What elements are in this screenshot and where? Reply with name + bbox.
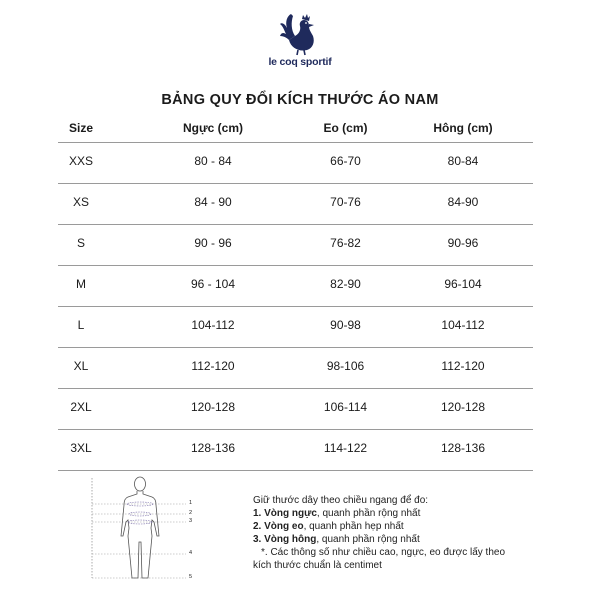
header-waist: Eo (cm): [323, 121, 368, 135]
cell-size: L: [77, 318, 85, 332]
table-row: [58, 348, 533, 389]
cell-hip: 80-84: [447, 154, 479, 168]
rooster-icon: [277, 10, 323, 56]
cell-hip: 128-136: [440, 441, 486, 455]
cell-waist: 76-82: [330, 236, 361, 250]
table-row: [58, 266, 533, 307]
cell-hip: 112-120: [441, 359, 485, 373]
note-waist-label: 2. Vòng eo: [253, 521, 304, 532]
header-size: Size: [68, 121, 93, 135]
table-row: [58, 307, 533, 348]
cell-size: XL: [73, 359, 89, 373]
cell-size: M: [76, 277, 86, 291]
note-hip-text: , quanh phần rộng nhất: [316, 534, 420, 545]
cell-size: XXS: [68, 154, 93, 168]
cell-chest: 112-120: [191, 359, 235, 373]
measurement-notes: [253, 494, 553, 572]
table-row: [58, 430, 533, 471]
table-row: [58, 225, 533, 266]
marker-3: 3: [189, 518, 193, 524]
note-hip: [253, 533, 553, 546]
note-chest-text: , quanh phần rộng nhất: [316, 508, 421, 519]
cell-chest: 90 - 96: [194, 236, 232, 250]
cell-chest: 80 - 84: [194, 154, 232, 168]
cell-hip: 120-128: [440, 400, 486, 414]
cell-chest: 128-136: [190, 441, 236, 455]
table-header: [58, 116, 533, 143]
cell-chest: 96 - 104: [190, 277, 236, 291]
notes-intro: Giữ thước dây theo chiều ngang để đo:: [253, 495, 429, 506]
note-chest: [253, 507, 553, 520]
marker-4: 4: [189, 550, 193, 556]
cell-waist: 98-106: [326, 359, 365, 373]
note-waist: [253, 520, 553, 533]
footnote-line-1: *. Các thông số như chiều cao, ngực, eo được lấy theo: [261, 547, 506, 558]
page-title: BẢNG QUY ĐỔI KÍCH THƯỚC ÁO NAM: [161, 92, 439, 108]
brand-logo: [250, 10, 350, 72]
cell-waist: 90-98: [330, 318, 361, 332]
cell-hip: 96-104: [444, 277, 482, 291]
cell-chest: 104-112: [191, 318, 235, 332]
cell-waist: 106-114: [323, 400, 368, 414]
note-waist-text: , quanh phần hẹp nhất: [303, 521, 404, 532]
header-chest: Ngực (cm): [182, 121, 244, 135]
table-row: [58, 389, 533, 430]
cell-hip: 90-96: [447, 236, 479, 250]
body-measurement-figure: [88, 474, 198, 586]
note-chest-label: 1. Vòng ngực: [253, 508, 317, 519]
cell-size: S: [76, 236, 85, 250]
note-hip-label: 3. Vòng hông: [253, 534, 317, 545]
human-body-icon: [88, 474, 198, 586]
cell-hip: 104-112: [441, 318, 485, 332]
table-row: [58, 143, 533, 184]
marker-1: 1: [189, 500, 193, 506]
cell-waist: 114-122: [323, 441, 368, 455]
cell-chest: 84 - 90: [194, 195, 232, 209]
marker-2: 2: [189, 510, 193, 516]
footnote-line-2: kích thước chuẩn là centimet: [253, 560, 382, 571]
cell-chest: 120-128: [190, 400, 236, 414]
cell-size: 3XL: [70, 441, 92, 455]
marker-5: 5: [189, 574, 193, 580]
cell-size: XS: [72, 195, 89, 209]
cell-waist: 66-70: [330, 154, 361, 168]
cell-hip: 84-90: [447, 195, 479, 209]
cell-waist: 82-90: [330, 277, 361, 291]
brand-name: le coq sportif: [268, 56, 332, 68]
header-hip: Hông (cm): [433, 121, 493, 135]
cell-size: 2XL: [70, 400, 92, 414]
table-row: [58, 184, 533, 225]
cell-waist: 70-76: [330, 195, 361, 209]
